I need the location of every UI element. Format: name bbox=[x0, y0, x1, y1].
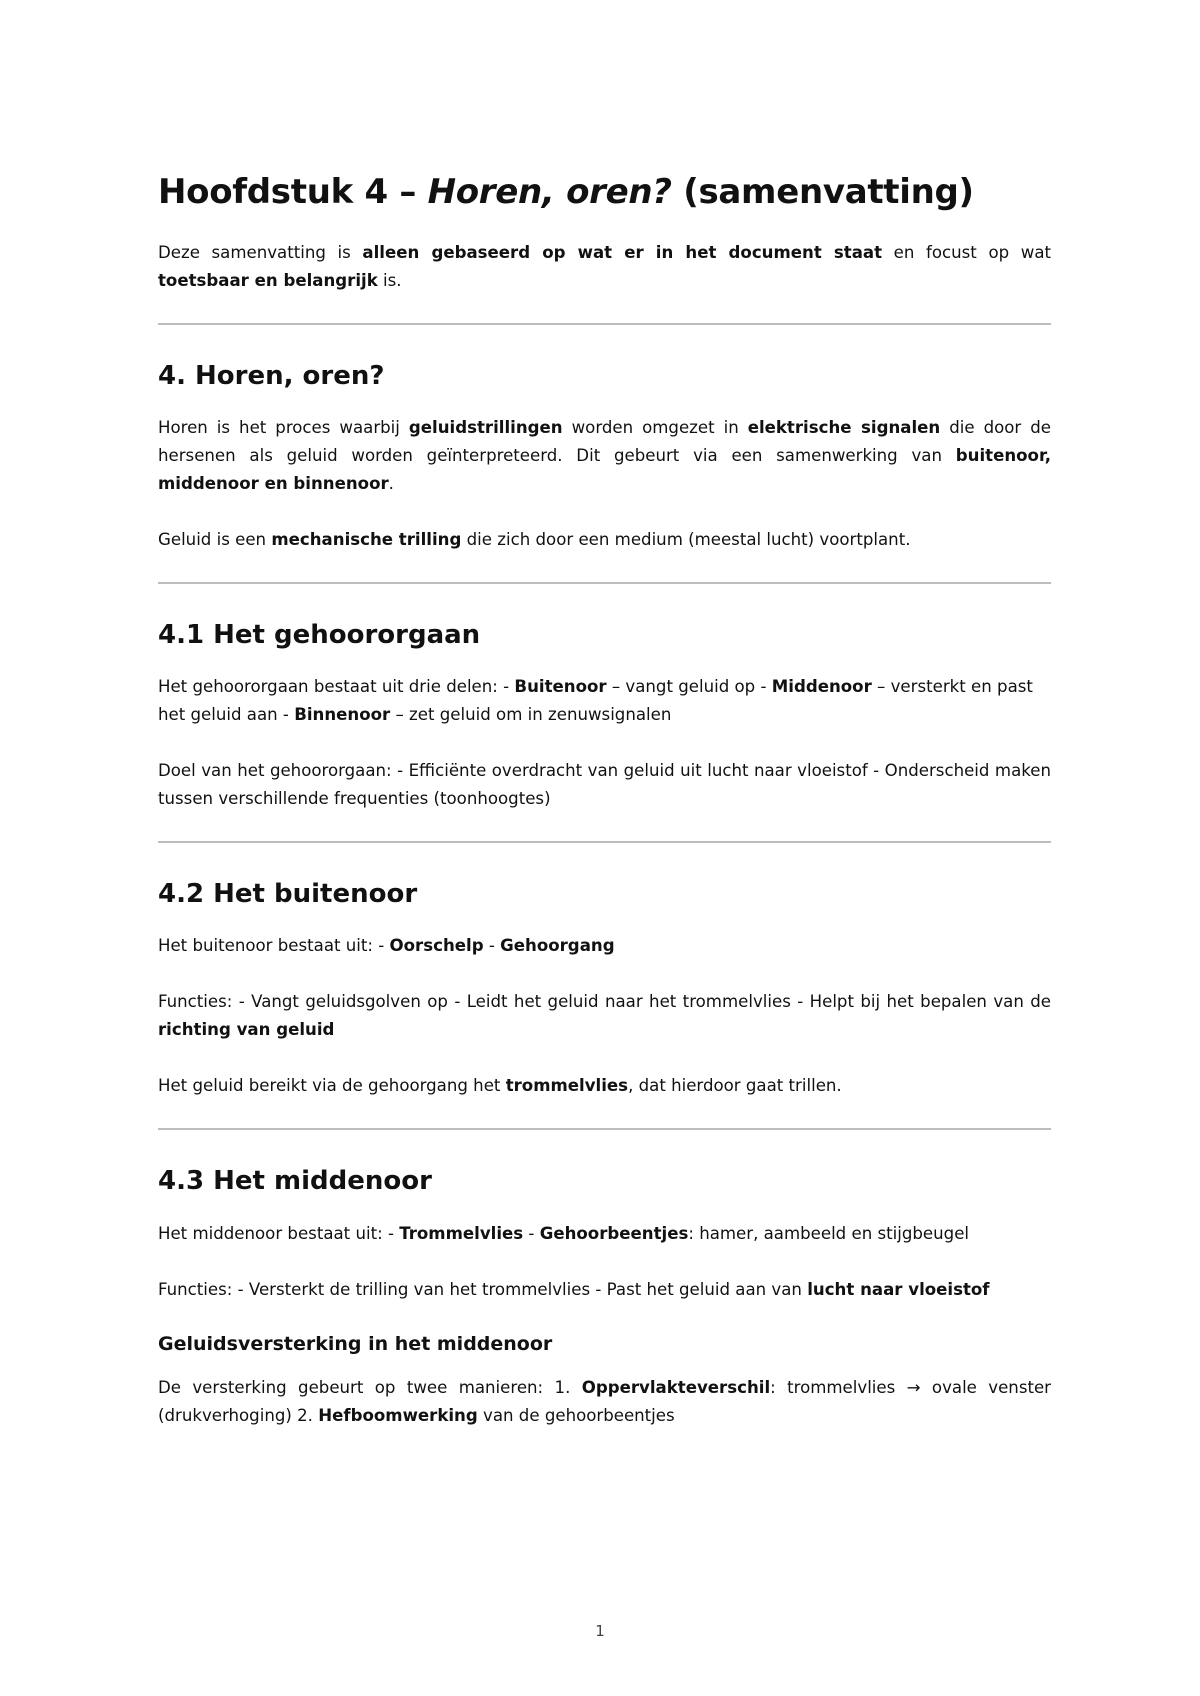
text-run: worden omgezet in bbox=[562, 417, 748, 437]
text-run: - bbox=[523, 1223, 540, 1243]
section-heading: 4.2 Het buitenoor bbox=[158, 879, 418, 910]
bold-text: alleen gebaseerd op wat er in het document staat bbox=[362, 242, 883, 262]
text-run: Het buitenoor bestaat uit: - bbox=[158, 936, 390, 956]
bold-text: Oppervlakteverschil bbox=[581, 1378, 771, 1398]
bold-text: elektrische signalen bbox=[747, 417, 941, 437]
text-run: – zet geluid om in zenuwsignalen bbox=[390, 705, 672, 725]
paragraph bbox=[158, 988, 1051, 1044]
section-divider bbox=[158, 841, 1051, 843]
paragraph bbox=[158, 1072, 1051, 1100]
bold-text: Gehoorbeentjes bbox=[539, 1223, 689, 1243]
paragraph bbox=[158, 414, 1051, 498]
title-prefix: Hoofdstuk 4 – bbox=[158, 172, 428, 212]
paragraph bbox=[158, 932, 1051, 960]
title-italic: Horen, oren? bbox=[427, 172, 672, 212]
bold-text: richting van geluid bbox=[158, 1020, 335, 1040]
paragraph bbox=[158, 1220, 1051, 1248]
page-number: 1 bbox=[595, 1622, 605, 1640]
bold-text: trommelvlies bbox=[505, 1076, 629, 1096]
paragraph bbox=[158, 757, 1051, 813]
section-divider bbox=[158, 1128, 1051, 1130]
section-heading: 4. Horen, oren? bbox=[158, 360, 385, 391]
bold-text: Gehoorgang bbox=[500, 936, 615, 956]
paragraph bbox=[158, 673, 1051, 729]
bold-text: Oorschelp bbox=[389, 936, 484, 956]
text-run: Functies: - Vangt geluidsgolven op - Leidt het geluid naar het trommelvlies - Helpt bij het bepalen van de bbox=[158, 992, 1051, 1012]
section-4-2 bbox=[158, 879, 1051, 1100]
title-suffix: (samenvatting) bbox=[671, 172, 974, 212]
section-4-3 bbox=[158, 1166, 1051, 1430]
bold-text: geluidstrillingen bbox=[408, 417, 563, 437]
text-run: - bbox=[483, 936, 501, 956]
text-run: die zich door een medium (meestal lucht) voortplant. bbox=[461, 529, 911, 549]
bold-text: mechanische trilling bbox=[271, 529, 462, 549]
text-run: en focust op wat bbox=[882, 242, 1051, 262]
text-run: van de gehoorbeentjes bbox=[477, 1406, 675, 1426]
paragraph bbox=[158, 526, 1051, 554]
intro-paragraph bbox=[158, 239, 1051, 295]
text-run: Functies: - Versterkt de trilling van het trommelvlies - Past het geluid aan van bbox=[158, 1279, 808, 1299]
text-run: is. bbox=[377, 270, 402, 290]
bold-text: Trommelvlies bbox=[399, 1223, 524, 1243]
bold-text: buitenoor, middenoor en binnenoor bbox=[158, 445, 1051, 493]
bold-text: Hefboomwerking bbox=[318, 1406, 478, 1426]
paragraph bbox=[158, 1374, 1051, 1430]
section-4-1 bbox=[158, 620, 1051, 813]
bold-text: Buitenoor bbox=[514, 677, 607, 697]
text-run: Doel van het gehoororgaan: - Efficiënte overdracht van geluid uit lucht naar vloeistof - Onderscheid maken tussen verschillende frequenties (toonhoogtes) bbox=[158, 761, 1051, 809]
text-run: Het middenoor bestaat uit: - bbox=[158, 1223, 400, 1243]
section-4 bbox=[158, 361, 1051, 554]
section-heading: 4.3 Het middenoor bbox=[158, 1166, 432, 1197]
subsection-heading: Geluidsversterking in het middenoor bbox=[158, 1332, 553, 1355]
text-run: Het geluid bereikt via de gehoorgang het bbox=[158, 1076, 506, 1096]
bold-text: lucht naar vloeistof bbox=[807, 1279, 990, 1299]
text-run: die door de hersenen als geluid worden geïnterpreteerd. Dit gebeurt via een samenwerking van bbox=[158, 417, 1051, 465]
text-run: De versterking gebeurt op twee manieren: 1. bbox=[158, 1378, 582, 1398]
bold-text: Binnenoor bbox=[294, 705, 391, 725]
text-run: Horen is het proces waarbij bbox=[158, 417, 409, 437]
text-run: , dat hierdoor gaat trillen. bbox=[628, 1076, 842, 1096]
text-run: – versterkt en past het geluid aan - bbox=[158, 677, 1033, 725]
text-run: Geluid is een bbox=[158, 529, 272, 549]
text-run: – vangt geluid op - bbox=[606, 677, 772, 697]
paragraph bbox=[158, 1276, 1051, 1304]
text-run: : trommelvlies → ovale venster (drukverhoging) 2. bbox=[158, 1378, 1052, 1426]
document-title bbox=[158, 172, 1051, 213]
text-run: : hamer, aambeeld en stijgbeugel bbox=[688, 1223, 970, 1243]
bold-text: Middenoor bbox=[771, 677, 872, 697]
section-divider bbox=[158, 323, 1051, 325]
text-run: Deze samenvatting is bbox=[158, 242, 363, 262]
section-divider bbox=[158, 582, 1051, 584]
document-page bbox=[158, 172, 1051, 1458]
section-heading: 4.1 Het gehoororgaan bbox=[158, 619, 481, 650]
text-run: . bbox=[388, 473, 394, 493]
text-run: Het gehoororgaan bestaat uit drie delen: - bbox=[158, 677, 515, 697]
bold-text: toetsbaar en belangrijk bbox=[158, 270, 378, 290]
